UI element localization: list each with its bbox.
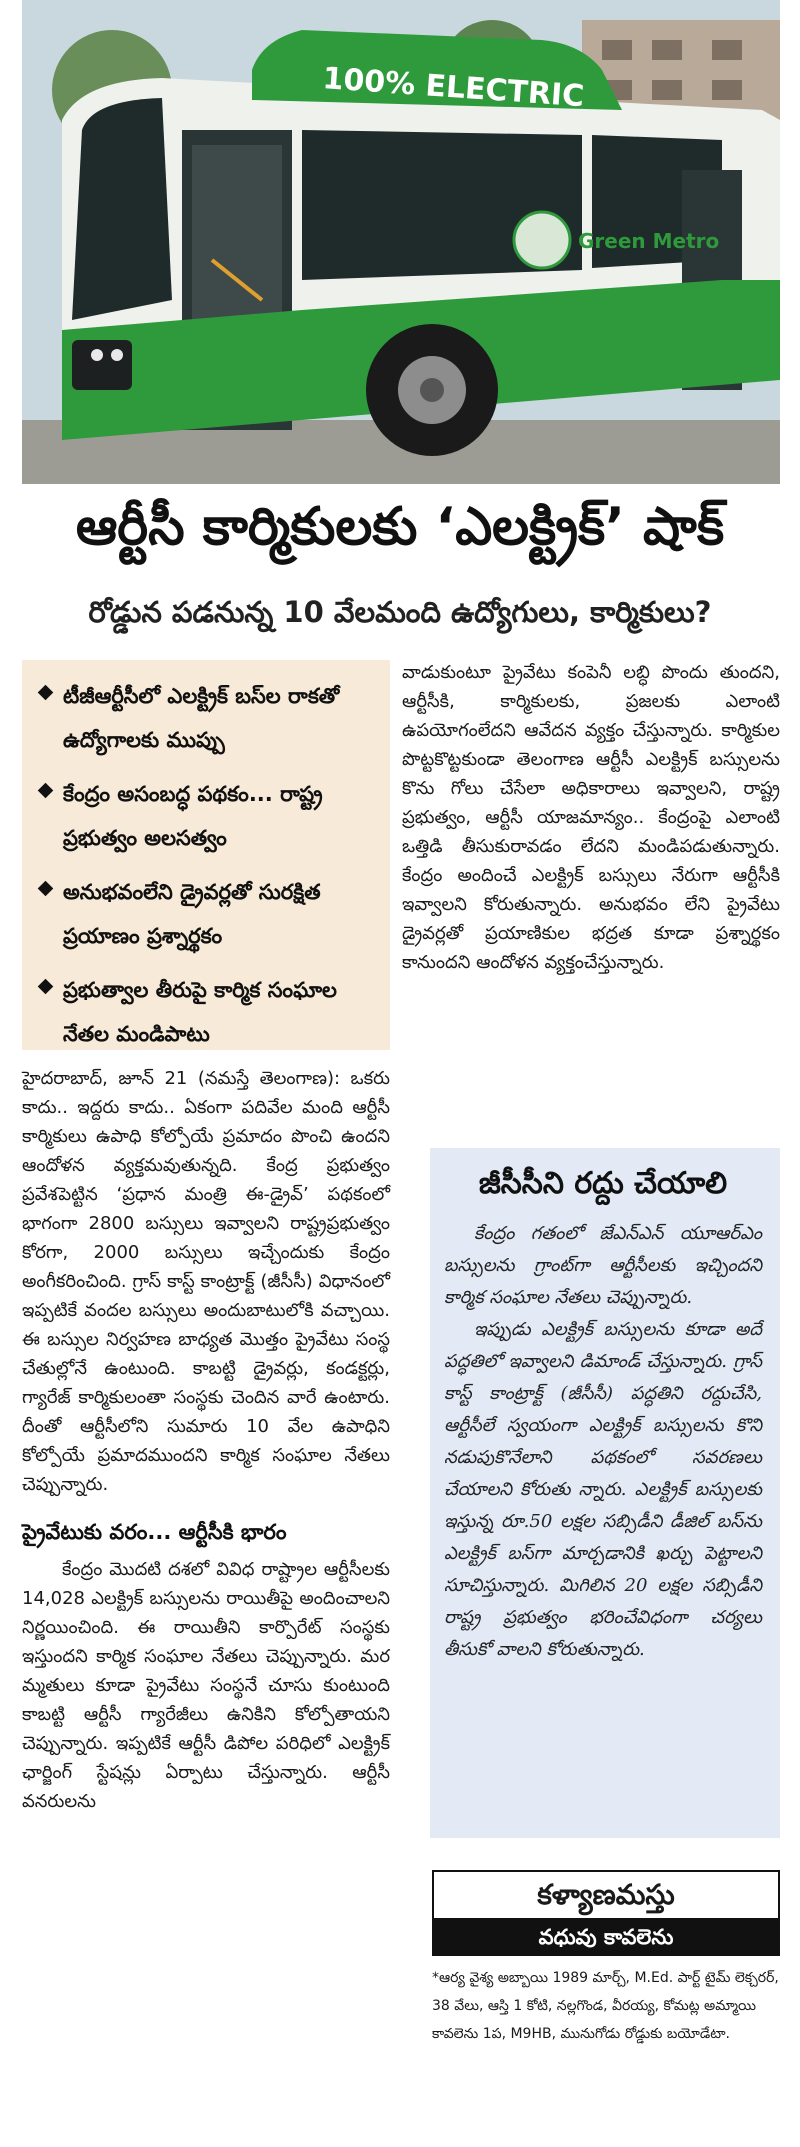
electric-bus-illustration xyxy=(22,0,780,484)
sidebar-title: జీసీసీని రద్దు చేయాలి xyxy=(478,1166,728,1201)
article-continuation: వాడుకుంటూ ప్రైవేటు కంపెనీ లబ్ధి పొందు తుందని, ఆర్టీసీకి, కార్మికులకు, ప్రజలకు ఎలాంటి ఉపయోగంలేదని ఆవేదన వ్యక్తం చేస్తున్నారు. కార్మికుల పొట్టకొట్టకుండా తెలంగాణ ఆర్టీసీ ఎలక్ట్రిక్ బస్సులను కొను గోలు చేసేలా అధికారాలు ఇవ్వాలని, రాష్ట్ర ప్రభుత్వం, ఆర్టీసీ యాజమాన్యం.. కేంద్రంపై ఎలాంటి ఒత్తిడి తీసుకురావడం లేదని మండిపడుతున్నారు. కేంద్రం అందించే ఎలక్ట్రిక్ బస్సులు నేరుగా ఆర్టీసీకి ఇవ్వాలని కోరుతున్నారు. అనుభవం లేని ప్రైవేటు డ్రైవర్లతో ప్రయాణికుల భద్రత కూడా ప్రశ్నార్థకం కానుందని ఆందోళన వ్యక్తంచేస్తున్నారు. xyxy=(402,662,780,973)
article-intro: హైదరాబాద్, జూన్ 21 (నమస్తే తెలంగాణ): ఒకరు కాదు.. ఇద్దరు కాదు.. ఏకంగా పదివేల మంది ఆర్టీసీ కార్మికులు ఉపాధి కోల్పోయే ప్రమాదం పొంచి ఉందని ఆందోళన వ్యక్తమవుతున్నది. కేంద్ర ప్రభుత్వం ప్రవేశపెట్టిన ‘ప్రధాన మంత్రి ఈ-డ్రైవ్’ పథకంలో భాగంగా 2800 బస్సులు ఇవ్వాలని రాష్ట్రప్రభుత్వం కోరగా, 2000 బస్సులు ఇచ్చేందుకు కేంద్రం అంగీకరించింది. గ్రాస్ కాస్ట్ కాంట్రాక్ట్ (జీసీసీ) విధానంలో ఇప్పటికే వందల బస్సులు అందుబాటులోకి వచ్చాయి. ఈ బస్సుల నిర్వహణ బాధ్యత మొత్తం ప్రైవేటు సంస్థ చేతుల్లోనే ఉంటుంది. కాబట్టి డ్రైవర్లు, కండక్టర్లు, గ్యారేజ్ కార్మికులంతా సంస్థకు చెందిన వారే ఉంటారు. దీంతో ఆర్టీసీలోని సుమారు 10 వేల ఉపాధిని కోల్పోయే ప్రమాదముందని కార్మిక సంఘాల నేతలు చెప్పున్నారు. xyxy=(22,1068,390,1495)
ad-title: కళ్యాణమస్తు xyxy=(432,1870,780,1918)
highlight-item xyxy=(34,772,380,860)
headline: ఆర్టీసీ కార్మికులకు ‘ఎలక్ట్రిక్’ షాక్ xyxy=(75,497,725,557)
highlight-text: ప్రభుత్వాల తీరుపై కార్మిక సంఘాల నేతల మండిపాటు xyxy=(63,978,337,1046)
ad-banner: వధువు కావలెను xyxy=(432,1918,780,1956)
sidebar-box xyxy=(430,1148,780,1838)
highlight-item xyxy=(34,870,380,958)
sidebar-paragraph: కేంద్రం గతంలో జేఎన్ఎన్ యూఆర్ఎం బస్సులను గ్రాంట్‌గా ఆర్టీసీలకు ఇచ్చిందని కార్మిక సంఘాల నేతలు చెప్పున్నారు. xyxy=(444,1223,762,1308)
diamond-bullet-icon xyxy=(38,979,54,995)
sidebar-paragraph: ఇప్పుడు ఎలక్ట్రిక్ బస్సులను కూడా అదే పద్ధతిలో ఇవ్వాలని డిమాండ్ చేస్తున్నారు. గ్రాస్ కాస్ట్ కాంట్రాక్ట్ (జీసీసీ) పద్ధతిని రద్దుచేసి, ఆర్టీసీలే స్వయంగా ఎలక్ట్రిక్ బస్సులను కొని నడుపుకొనేలాని పథకంలో సవరణలు చేయాలని కోరుతు న్నారు. ఎలక్ట్రిక్ బస్సులకు ఇస్తున్న రూ.50 లక్షల సబ్సిడీని డీజిల్ బస్‌ను ఎలక్ట్రిక్ బస్‌గా మార్చడానికి ఖర్చు పెట్టాలని సూచిస్తున్నారు. మిగిలిన 20 లక్షల సబ్సిడీని రాష్ట్ర ప్రభుత్వం భరించేవిధంగా చర్యలు తీసుకో వాలని కోరుతున్నారు. xyxy=(444,1319,762,1660)
subheadline: రోడ్డున పడనున్న 10 వేలమంది ఉద్యోగులు, కార్మికులు? xyxy=(88,595,712,629)
section-body: కేంద్రం మొదటి దశలో వివిధ రాష్ట్రాల ఆర్టీసీలకు 14,028 ఎలక్ట్రిక్ బస్సులను రాయితీపై అందించాలని నిర్ణయించింది. ఈ రాయితీని కార్పొరేట్ సంస్థకు ఇస్తుందని కార్మిక సంఘాల నేతలు చెప్పున్నారు. మర మ్మతులు కూడా ప్రైవేటు సంస్థనే చూసు కుంటుంది కాబట్టి ఆర్టీసీ గ్యారేజీలు ఉనికిని కోల్పోతాయని చెప్పున్నారు. ఇప్పటికే ఆర్టీసీ డిపోల పరిధిలో ఎలక్ట్రిక్ ఛార్జింగ్ స్టేషన్లు ఏర్పాటు చేస్తున్నారు. ఆర్టీసీ వనరులను xyxy=(22,1559,390,1812)
highlight-item xyxy=(34,674,380,762)
article-left-column xyxy=(22,1064,390,1816)
roof-sign: 100% ELECTRIC xyxy=(321,61,586,115)
highlight-item xyxy=(34,968,380,1056)
diamond-bullet-icon xyxy=(38,685,54,701)
article-right-column xyxy=(402,658,780,977)
bus-photo xyxy=(22,0,780,484)
highlight-text: టీజీఆర్టీసీలో ఎలక్ట్రిక్ బస్‌ల రాకతో ఉద్యోగాలకు ముప్పు xyxy=(63,684,340,752)
highlights-box xyxy=(22,660,390,1050)
diamond-bullet-icon xyxy=(38,881,54,897)
highlight-text: కేంద్రం అసంబద్ధ పథకం... రాష్ట్ర ప్రభుత్వం అలసత్వం xyxy=(63,782,323,850)
classified-ad xyxy=(432,1870,780,2048)
side-logo: Green Metro xyxy=(578,229,720,253)
section-heading: ప్రైవేటుకు వరం... ఆర్టీసీకి భారం xyxy=(22,1520,287,1544)
diamond-bullet-icon xyxy=(38,783,54,799)
ad-text: *ఆర్య వైశ్య అబ్బాయి 1989 మార్చ్, M.Ed. పార్ట్ టైమ్ లెక్చరర్, 38 వేలు, ఆస్తి 1 కోటి, నల్లగొండ, వీరయ్య, కోమట్ల అమ్మాయి కావలెను 1ప, M9HB, మునుగోడు రోడ్డుకు బయోడేటా. xyxy=(432,1970,779,2042)
highlight-text: అనుభవంలేని డ్రైవర్లతో సురక్షిత ప్రయాణం ప్రశ్నార్థకం xyxy=(63,880,321,948)
